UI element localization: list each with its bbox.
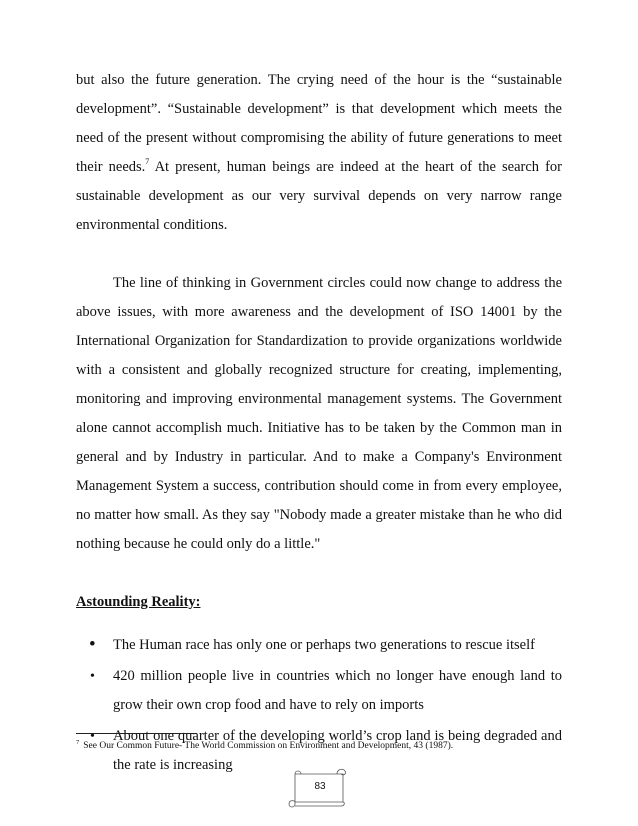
bullet-icon: • bbox=[90, 669, 95, 684]
bullet-text: About one quarter of the developing world’s crop land is being degraded and the rate is increasing bbox=[113, 728, 562, 773]
footnote bbox=[76, 740, 562, 753]
bullet-item bbox=[76, 662, 562, 720]
footnote-text: See Our Common Future- The World Commission on Environment and Development, 43 (1987). bbox=[83, 741, 454, 751]
bullet-icon: • bbox=[89, 634, 96, 655]
paragraph-2: The line of thinking in Government circles could now change to address the above issues, with more awareness and the development of ISO 14001 by the International Organization for Standardization to provide organizations worldwide with a consistent and globally recognized structure for creating, implementing, monitoring and improving environmental management systems. The Government alone cannot accomplish much. Initiative has to be taken by the Common man in general and by Industry in particular. And to make a Company's Environment Management System a success, contribution should come in from every employee, no matter how small. As they say "Nobody made a greater mistake than he who did nothing because he could only do a little." bbox=[76, 275, 562, 552]
footnote-reference: 7 bbox=[145, 157, 150, 167]
bullet-item bbox=[76, 631, 562, 660]
footnote-divider bbox=[76, 733, 197, 734]
footnote-number: 7 bbox=[76, 738, 80, 746]
paragraph-1-text-b: At present, human beings are indeed at the heart of the search for sustainable development as our very survival depends on very narrow range environmental conditions. bbox=[76, 159, 562, 233]
paragraph-1-text-a: but also the future generation. The crying need of the hour is the “sustainable development”. “Sustainable development” is that development which meets the need of the present without compromising the ability of future generations to meet their needs. bbox=[76, 72, 562, 175]
paragraph-1 bbox=[76, 66, 562, 240]
bullet-list bbox=[76, 631, 562, 780]
bullet-icon: • bbox=[90, 729, 95, 744]
bullet-text: The Human race has only one or perhaps two generations to rescue itself bbox=[113, 637, 535, 653]
bullet-text: 420 million people live in countries which no longer have enough land to grow their own crop food and have to rely on imports bbox=[113, 668, 562, 713]
page-number: 83 bbox=[314, 781, 326, 792]
section-heading: Astounding Reality: bbox=[76, 594, 201, 610]
main-text-column bbox=[76, 66, 562, 782]
